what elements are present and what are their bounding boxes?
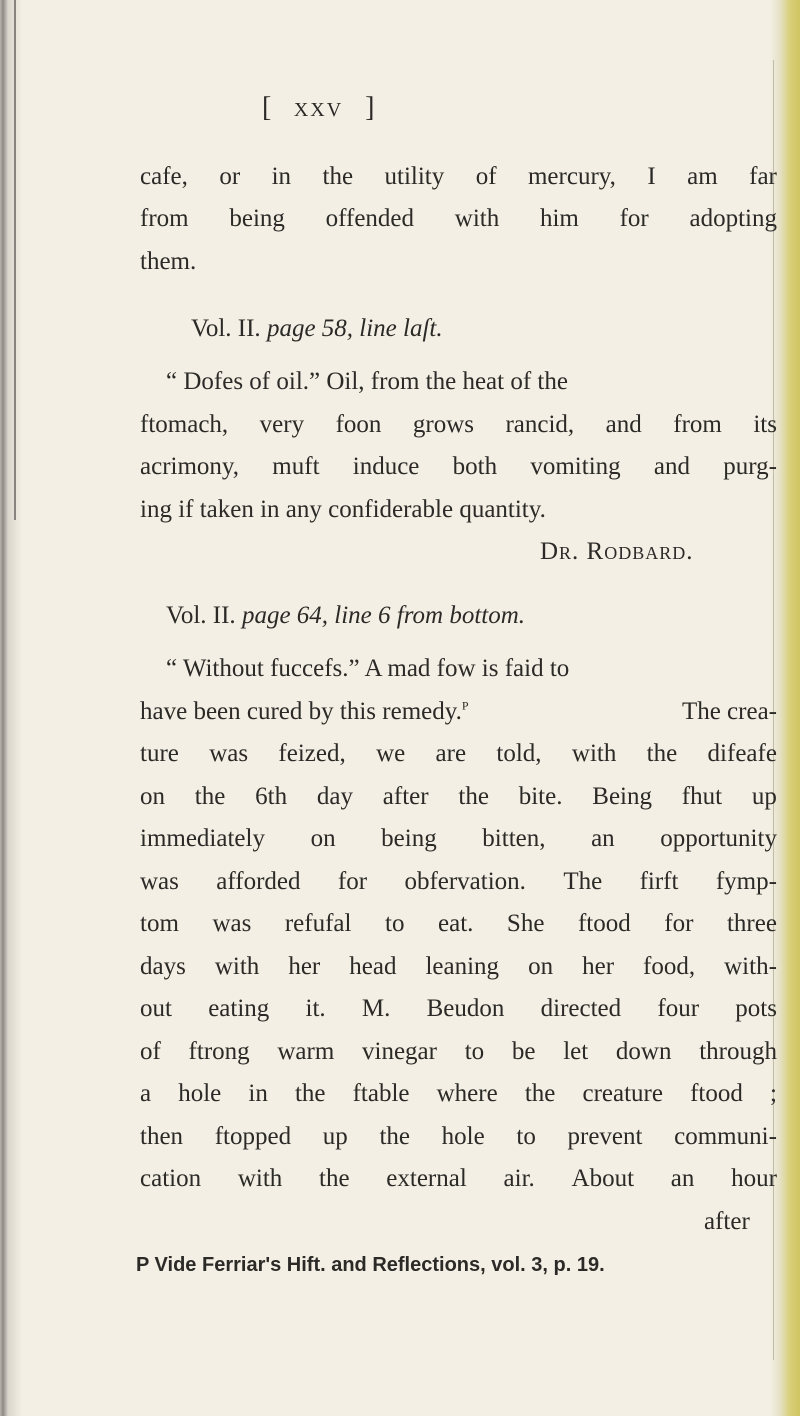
word: the [646, 740, 678, 767]
word: for [337, 868, 368, 895]
word: with [454, 205, 500, 232]
word: opportunity [660, 825, 777, 852]
word: of [475, 163, 497, 190]
word: creature [582, 1080, 663, 1107]
word: from [673, 411, 722, 438]
text-line [140, 911, 777, 936]
word: head [349, 953, 397, 980]
word: muft [272, 453, 320, 480]
word: the [379, 1123, 410, 1150]
word: or [219, 163, 241, 190]
footnote-marker: P [461, 698, 469, 713]
word: eat. [438, 910, 474, 937]
text-line [140, 1124, 777, 1149]
word: the [322, 163, 354, 190]
word: induce [352, 453, 420, 480]
text-line [140, 454, 777, 479]
word: I [647, 163, 656, 190]
word: cafe, [140, 163, 188, 190]
word: difeafe [707, 740, 777, 767]
page-header [262, 92, 375, 124]
word: ftood [690, 1080, 743, 1107]
text-line: “ Dofes of oil.” Oil, from the heat of the [166, 368, 568, 395]
word: tom [140, 910, 179, 937]
word: afforded [216, 868, 301, 895]
header-bracket-close: ] [365, 92, 375, 123]
word: grows [412, 411, 474, 438]
word: three [726, 910, 777, 937]
text-line [140, 1081, 777, 1106]
word: M. [361, 995, 391, 1022]
word: through [699, 1038, 777, 1065]
word: warm [277, 1038, 335, 1065]
word: with- [724, 953, 777, 980]
text-line [140, 869, 777, 894]
word: then [140, 1123, 184, 1150]
word: we [376, 740, 406, 767]
word: food, [643, 953, 696, 980]
word: utility [384, 163, 445, 190]
word: rancid, [505, 411, 575, 438]
word: both [452, 453, 498, 480]
word: days [140, 953, 186, 980]
word: ftopped [214, 1123, 292, 1150]
word: from [140, 205, 189, 232]
word: her [582, 953, 615, 980]
word: Beudon [426, 995, 505, 1022]
word: 6th [255, 783, 288, 810]
footnote [136, 1254, 605, 1277]
word: ftrong [188, 1038, 250, 1065]
word: obfervation. [404, 868, 526, 895]
word: pots [735, 995, 777, 1022]
word: after [382, 783, 429, 810]
page-number: XXV [293, 99, 344, 121]
word: ; [769, 1080, 777, 1107]
word: for [619, 205, 649, 232]
word: directed [540, 995, 622, 1022]
text-line [140, 1166, 777, 1191]
word: with [237, 1165, 283, 1192]
word: to [464, 1038, 485, 1065]
word: down [615, 1038, 672, 1065]
text-line: them. [140, 248, 197, 275]
word: eating [208, 995, 270, 1022]
word: far [749, 163, 777, 190]
text-line [140, 164, 777, 189]
word: communi- [674, 1123, 777, 1150]
word: was [140, 868, 179, 895]
word: up [751, 783, 777, 810]
word: to [385, 910, 405, 937]
text-line [140, 741, 777, 766]
word: told, [496, 740, 542, 767]
word: The [563, 868, 603, 895]
word: firft [639, 868, 679, 895]
word: ture [140, 740, 179, 767]
word: leaning [425, 953, 500, 980]
word: foon [335, 411, 382, 438]
word: day [316, 783, 353, 810]
word: an [670, 1165, 695, 1192]
word: with [214, 953, 260, 980]
text-line: have been cured by this remedy.$^P$ The crea- [140, 698, 777, 725]
page-line-reference: page 58, line laſt. [266, 315, 443, 342]
word: hole [441, 1123, 485, 1150]
word: the [294, 1080, 326, 1107]
word: him [539, 205, 579, 232]
word: hour [731, 1165, 777, 1192]
word: Being [592, 783, 652, 810]
word: it. [305, 995, 326, 1022]
word: the [319, 1165, 350, 1192]
text-line [140, 206, 777, 231]
word: on [528, 953, 554, 980]
word: the [194, 783, 226, 810]
word: bite. [518, 783, 563, 810]
word: was [209, 740, 249, 767]
text-line [140, 784, 777, 809]
text-line [140, 826, 777, 851]
page-left-edge-shadow [0, 0, 22, 1416]
text-line: ing if taken in any confiderable quantity. [140, 496, 546, 523]
word: with [571, 740, 617, 767]
word: where [436, 1080, 498, 1107]
signature: Dr. Rodbard. [540, 538, 694, 565]
word: out [140, 995, 172, 1022]
word: was [212, 910, 252, 937]
binding-line [14, 0, 16, 520]
word: the [458, 783, 489, 810]
word: hole [178, 1080, 222, 1107]
word: About [571, 1165, 635, 1192]
word: cation [140, 1165, 202, 1192]
word: the [524, 1080, 556, 1107]
page-line-reference: page 64, line 6 from bottom. [241, 602, 526, 629]
word: She [506, 910, 545, 937]
word: adopting [689, 205, 777, 232]
word: refufal [284, 910, 352, 937]
word: vinegar [362, 1038, 437, 1065]
word: an [591, 825, 615, 852]
footnote-text: Vide Ferriar's Hift. and Reflections, vol. 3, p. 19. [154, 1254, 605, 1276]
word: fymp- [715, 868, 777, 895]
text-line [140, 954, 777, 979]
word: up [322, 1123, 348, 1150]
word: ftable [352, 1080, 410, 1107]
word: ftomach, [140, 411, 229, 438]
volume-label: Vol. II. [166, 602, 236, 629]
word: am [687, 163, 718, 190]
word: for [664, 910, 694, 937]
header-bracket-open: [ [262, 92, 272, 123]
word: to [516, 1123, 536, 1150]
section-reference [166, 603, 525, 628]
word: bitten, [482, 825, 546, 852]
volume-label: Vol. II. [191, 315, 261, 342]
word: in [271, 163, 292, 190]
word: external [386, 1165, 467, 1192]
text-line [140, 996, 777, 1021]
word: very [259, 411, 305, 438]
word: and [605, 411, 642, 438]
word: immediately [140, 825, 265, 852]
word: fhut [681, 783, 723, 810]
word: in [248, 1080, 268, 1107]
word: of [140, 1038, 161, 1065]
word: feized, [278, 740, 346, 767]
word: air. [503, 1165, 535, 1192]
text-line: “ Without fuccefs.” A mad fow is faid to [166, 655, 570, 682]
word: prevent [567, 1123, 643, 1150]
word: on [310, 825, 336, 852]
word: mercury, [527, 163, 616, 190]
word: are [435, 740, 467, 767]
text-line [140, 412, 777, 437]
word: on [140, 783, 165, 810]
word: its [753, 411, 777, 438]
word: being [229, 205, 285, 232]
word: purg- [723, 453, 777, 480]
word: being [381, 825, 437, 852]
word: offended [325, 205, 415, 232]
word: let [563, 1038, 589, 1065]
footnote-marker: P [136, 1254, 149, 1276]
word: ftood [577, 910, 631, 937]
word: vomiting [530, 453, 621, 480]
word: acrimony, [140, 453, 240, 480]
catchword: after [704, 1208, 750, 1235]
text-line [140, 1039, 777, 1064]
word: her [288, 953, 321, 980]
word: four [657, 995, 700, 1022]
word: be [511, 1038, 536, 1065]
word: and [653, 453, 691, 480]
section-reference [191, 316, 443, 341]
word: a [140, 1080, 152, 1107]
